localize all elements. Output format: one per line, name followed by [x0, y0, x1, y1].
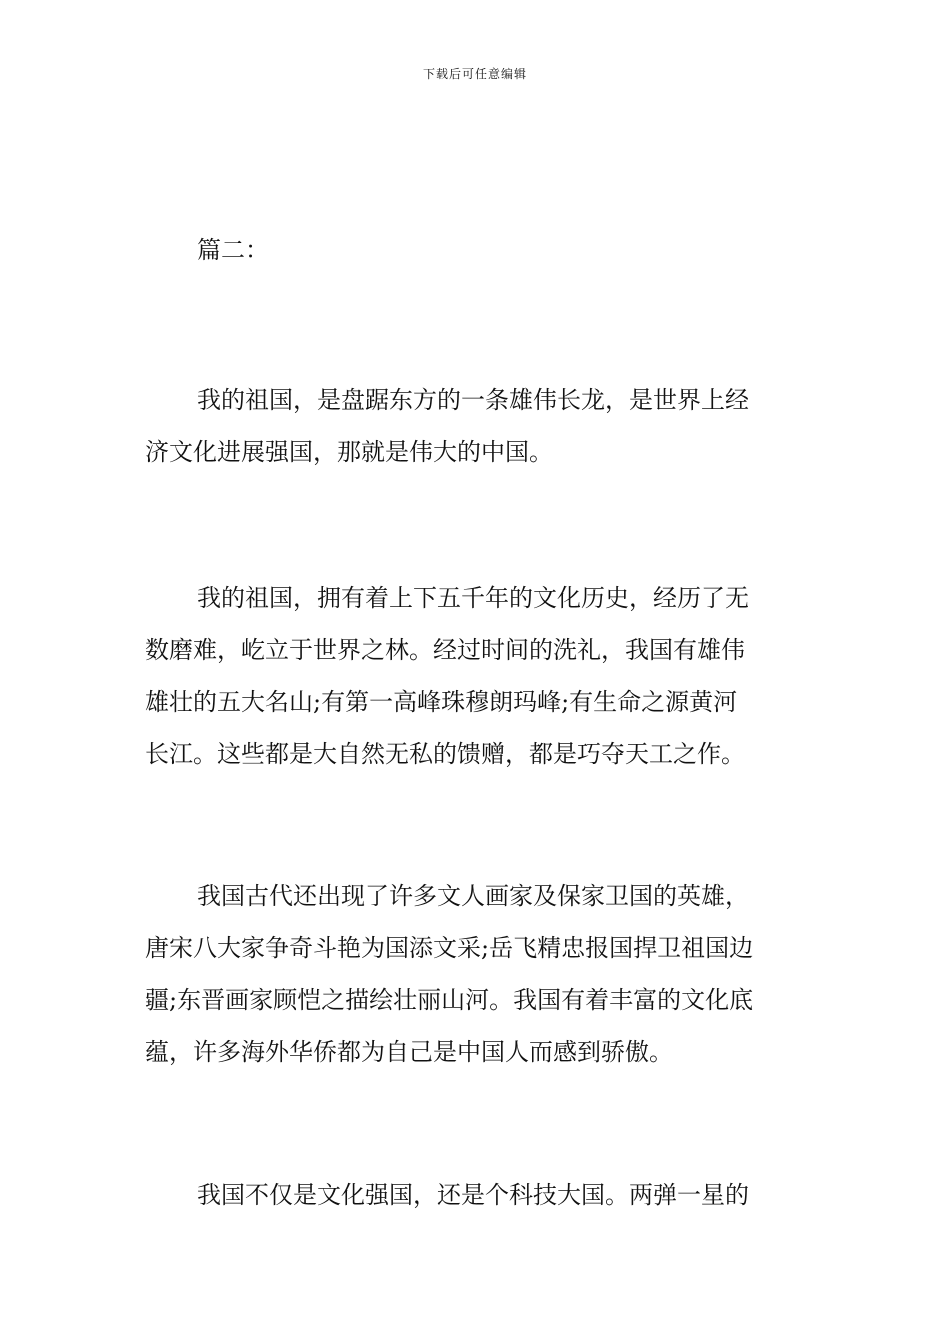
page-header — [0, 66, 950, 82]
paragraph-line: 雄壮的五大名山;有第一高峰珠穆朗玛峰;有生命之源黄河 — [145, 688, 738, 716]
paragraph-3 — [145, 870, 807, 1078]
paragraph-line: 数磨难，屹立于世界之林。经过时间的洗礼，我国有雄伟 — [145, 636, 745, 664]
paragraph-line: 我的祖国，是盘踞东方的一条雄伟长龙，是世界上经 — [197, 386, 749, 414]
paragraph-line: 我国不仅是文化强国，还是个科技大国。两弹一星的 — [197, 1181, 749, 1209]
paragraph-line: 蕴，许多海外华侨都为自己是中国人而感到骄傲。 — [145, 1038, 673, 1066]
paragraph-4 — [145, 1169, 807, 1221]
paragraph-2 — [145, 572, 807, 780]
paragraph-line: 长江。这些都是大自然无私的馈赠，都是巧夺天工之作。 — [145, 740, 745, 768]
paragraph-line: 济文化进展强国，那就是伟大的中国。 — [145, 438, 553, 466]
paragraph-line: 我的祖国，拥有着上下五千年的文化历史，经历了无 — [197, 584, 749, 612]
section-title: 篇二： — [197, 236, 269, 264]
paragraph-line: 我国古代还出现了许多文人画家及保家卫国的英雄， — [197, 882, 749, 910]
paragraph-line: 疆;东晋画家顾恺之描绘壮丽山河。我国有着丰富的文化底 — [145, 986, 754, 1014]
paragraph-line: 唐宋八大家争奇斗艳为国添文采;岳飞精忠报国捍卫祖国边 — [145, 934, 754, 962]
header-text: 下载后可任意编辑 — [422, 67, 527, 81]
paragraph-1 — [145, 374, 807, 478]
